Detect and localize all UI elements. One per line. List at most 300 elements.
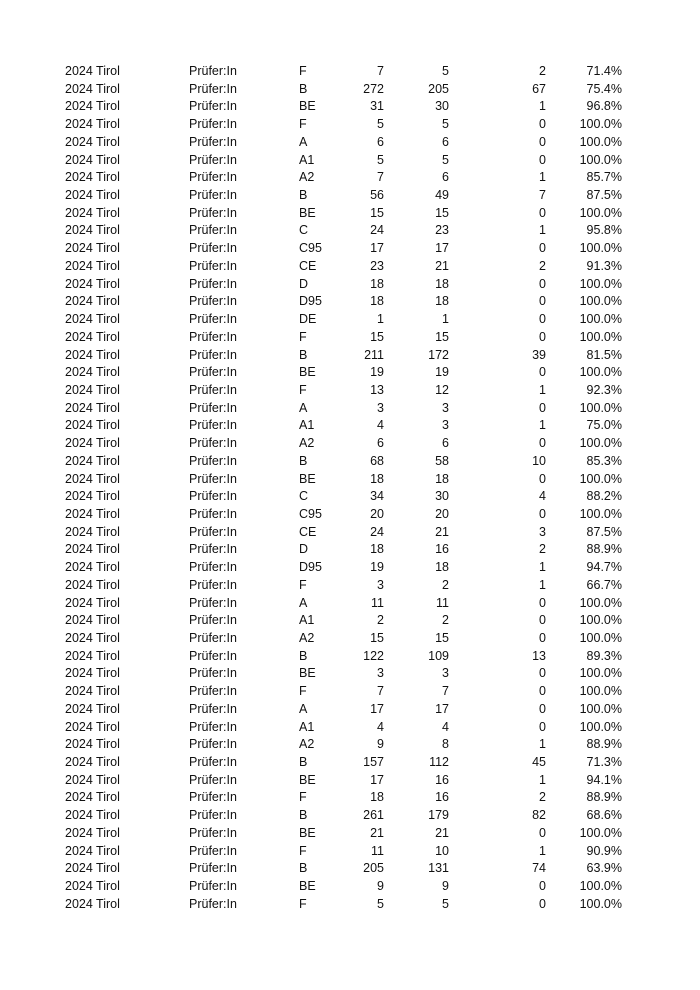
failed-count-cell: 0 bbox=[539, 879, 546, 894]
license-class-cell: A1 bbox=[299, 719, 315, 734]
failed-count-cell: 74 bbox=[532, 861, 546, 876]
passed-count-cell: 17 bbox=[435, 701, 449, 716]
pass-rate-cell: 87.5% bbox=[586, 188, 622, 203]
passed-count-cell: 6 bbox=[442, 134, 449, 149]
passed-count-cell: 5 bbox=[442, 117, 449, 132]
failed-count-cell: 0 bbox=[539, 436, 546, 451]
role-cell: Prüfer:In bbox=[189, 861, 237, 876]
license-class-cell: F bbox=[299, 382, 307, 397]
failed-count-cell: 0 bbox=[539, 365, 546, 380]
year-region-cell: 2024 Tirol bbox=[65, 772, 120, 787]
total-count-cell: 157 bbox=[363, 755, 384, 770]
pass-rate-cell: 100.0% bbox=[579, 205, 622, 220]
total-count-cell: 9 bbox=[377, 879, 384, 894]
year-region-cell: 2024 Tirol bbox=[65, 489, 120, 504]
table-row bbox=[0, 630, 700, 648]
role-cell: Prüfer:In bbox=[189, 382, 237, 397]
pass-rate-cell: 100.0% bbox=[579, 134, 622, 149]
year-region-cell: 2024 Tirol bbox=[65, 64, 120, 78]
failed-count-cell: 2 bbox=[539, 64, 546, 78]
pass-rate-cell: 100.0% bbox=[579, 329, 622, 344]
license-class-cell: A2 bbox=[299, 170, 315, 185]
passed-count-cell: 20 bbox=[435, 506, 449, 521]
role-cell: Prüfer:In bbox=[189, 613, 237, 628]
role-cell: Prüfer:In bbox=[189, 701, 237, 716]
failed-count-cell: 3 bbox=[539, 524, 546, 539]
license-class-cell: D bbox=[299, 276, 309, 291]
table-row bbox=[0, 382, 700, 400]
role-cell: Prüfer:In bbox=[189, 790, 237, 805]
table-row bbox=[0, 719, 700, 737]
role-cell: Prüfer:In bbox=[189, 896, 237, 911]
role-cell: Prüfer:In bbox=[189, 134, 237, 149]
total-count-cell: 17 bbox=[370, 241, 384, 256]
table-row bbox=[0, 258, 700, 276]
pass-rate-cell: 88.9% bbox=[586, 790, 622, 805]
total-count-cell: 18 bbox=[370, 542, 384, 557]
role-cell: Prüfer:In bbox=[189, 524, 237, 539]
failed-count-cell: 1 bbox=[539, 223, 546, 238]
table-row bbox=[0, 683, 700, 701]
passed-count-cell: 58 bbox=[435, 453, 449, 468]
total-count-cell: 17 bbox=[370, 772, 384, 787]
total-count-cell: 34 bbox=[370, 489, 384, 504]
total-count-cell: 6 bbox=[377, 436, 384, 451]
passed-count-cell: 112 bbox=[429, 755, 449, 770]
year-region-cell: 2024 Tirol bbox=[65, 825, 120, 840]
year-region-cell: 2024 Tirol bbox=[65, 99, 120, 114]
role-cell: Prüfer:In bbox=[189, 223, 237, 238]
table-row bbox=[0, 453, 700, 471]
passed-count-cell: 18 bbox=[435, 471, 449, 486]
failed-count-cell: 1 bbox=[539, 577, 546, 592]
table-row bbox=[0, 506, 700, 524]
passed-count-cell: 6 bbox=[442, 436, 449, 451]
failed-count-cell: 0 bbox=[539, 471, 546, 486]
total-count-cell: 13 bbox=[370, 382, 384, 397]
year-region-cell: 2024 Tirol bbox=[65, 170, 120, 185]
license-class-cell: A1 bbox=[299, 152, 315, 167]
total-count-cell: 205 bbox=[363, 861, 384, 876]
passed-count-cell: 15 bbox=[435, 631, 449, 645]
role-cell: Prüfer:In bbox=[189, 152, 237, 167]
passed-count-cell: 12 bbox=[435, 382, 449, 397]
pass-rate-cell: 100.0% bbox=[579, 879, 622, 894]
pass-rate-cell: 100.0% bbox=[579, 241, 622, 256]
failed-count-cell: 0 bbox=[539, 205, 546, 220]
table-row bbox=[0, 400, 700, 418]
table-row bbox=[0, 789, 700, 807]
passed-count-cell: 16 bbox=[435, 790, 449, 805]
pass-rate-cell: 94.7% bbox=[586, 560, 622, 575]
role-cell: Prüfer:In bbox=[189, 188, 237, 203]
year-region-cell: 2024 Tirol bbox=[65, 843, 120, 858]
total-count-cell: 6 bbox=[377, 134, 384, 149]
table-row bbox=[0, 595, 700, 613]
year-region-cell: 2024 Tirol bbox=[65, 418, 120, 433]
role-cell: Prüfer:In bbox=[189, 737, 237, 752]
passed-count-cell: 1 bbox=[442, 312, 449, 327]
passed-count-cell: 9 bbox=[442, 879, 449, 894]
license-class-cell: F bbox=[299, 329, 307, 344]
license-class-cell: A1 bbox=[299, 418, 315, 433]
license-class-cell: C95 bbox=[299, 241, 322, 256]
pass-rate-cell: 81.5% bbox=[586, 347, 622, 362]
failed-count-cell: 0 bbox=[539, 719, 546, 734]
license-class-cell: C bbox=[299, 489, 309, 504]
pass-rate-cell: 100.0% bbox=[579, 471, 622, 486]
failed-count-cell: 0 bbox=[539, 152, 546, 167]
license-class-cell: D bbox=[299, 542, 309, 557]
passed-count-cell: 21 bbox=[435, 825, 449, 840]
license-class-cell: BE bbox=[299, 365, 316, 380]
license-class-cell: F bbox=[299, 684, 307, 699]
total-count-cell: 4 bbox=[377, 719, 384, 734]
passed-count-cell: 21 bbox=[435, 524, 449, 539]
year-region-cell: 2024 Tirol bbox=[65, 81, 120, 96]
table-row bbox=[0, 116, 700, 134]
failed-count-cell: 0 bbox=[539, 896, 546, 911]
license-class-cell: A bbox=[299, 400, 308, 415]
table-row bbox=[0, 736, 700, 754]
pass-rate-cell: 100.0% bbox=[579, 365, 622, 380]
role-cell: Prüfer:In bbox=[189, 81, 237, 96]
role-cell: Prüfer:In bbox=[189, 64, 237, 78]
total-count-cell: 122 bbox=[363, 648, 384, 663]
pass-rate-cell: 100.0% bbox=[579, 825, 622, 840]
failed-count-cell: 0 bbox=[539, 701, 546, 716]
year-region-cell: 2024 Tirol bbox=[65, 117, 120, 132]
license-class-cell: BE bbox=[299, 205, 316, 220]
year-region-cell: 2024 Tirol bbox=[65, 365, 120, 380]
year-region-cell: 2024 Tirol bbox=[65, 648, 120, 663]
role-cell: Prüfer:In bbox=[189, 489, 237, 504]
total-count-cell: 20 bbox=[370, 506, 384, 521]
pass-rate-cell: 88.2% bbox=[586, 489, 622, 504]
pass-rate-cell: 100.0% bbox=[579, 595, 622, 610]
year-region-cell: 2024 Tirol bbox=[65, 577, 120, 592]
year-region-cell: 2024 Tirol bbox=[65, 312, 120, 327]
passed-count-cell: 179 bbox=[428, 808, 449, 823]
role-cell: Prüfer:In bbox=[189, 312, 237, 327]
license-class-cell: B bbox=[299, 808, 308, 823]
passed-count-cell: 49 bbox=[435, 188, 449, 203]
total-count-cell: 3 bbox=[377, 666, 384, 681]
failed-count-cell: 2 bbox=[539, 790, 546, 805]
pass-rate-cell: 95.8% bbox=[586, 223, 622, 238]
table-row bbox=[0, 347, 700, 365]
failed-count-cell: 1 bbox=[539, 772, 546, 787]
table-row bbox=[0, 81, 700, 99]
license-class-cell: A2 bbox=[299, 436, 315, 451]
total-count-cell: 11 bbox=[371, 595, 384, 610]
year-region-cell: 2024 Tirol bbox=[65, 560, 120, 575]
total-count-cell: 5 bbox=[377, 896, 384, 911]
year-region-cell: 2024 Tirol bbox=[65, 241, 120, 256]
role-cell: Prüfer:In bbox=[189, 719, 237, 734]
failed-count-cell: 7 bbox=[539, 188, 546, 203]
license-class-cell: A1 bbox=[299, 613, 315, 628]
year-region-cell: 2024 Tirol bbox=[65, 471, 120, 486]
total-count-cell: 24 bbox=[370, 524, 384, 539]
passed-count-cell: 109 bbox=[428, 648, 449, 663]
year-region-cell: 2024 Tirol bbox=[65, 542, 120, 557]
pass-rate-cell: 100.0% bbox=[579, 666, 622, 681]
passed-count-cell: 5 bbox=[442, 152, 449, 167]
total-count-cell: 18 bbox=[370, 294, 384, 309]
table-row bbox=[0, 896, 700, 914]
pass-rate-cell: 66.7% bbox=[586, 577, 622, 592]
failed-count-cell: 0 bbox=[539, 134, 546, 149]
failed-count-cell: 67 bbox=[532, 81, 546, 96]
pass-rate-cell: 88.9% bbox=[586, 542, 622, 557]
pass-rate-cell: 100.0% bbox=[579, 719, 622, 734]
failed-count-cell: 45 bbox=[532, 755, 546, 770]
role-cell: Prüfer:In bbox=[189, 258, 237, 273]
passed-count-cell: 11 bbox=[436, 595, 449, 610]
total-count-cell: 17 bbox=[370, 701, 384, 716]
pass-rate-cell: 89.3% bbox=[586, 648, 622, 663]
license-class-cell: BE bbox=[299, 471, 316, 486]
role-cell: Prüfer:In bbox=[189, 825, 237, 840]
table-row bbox=[0, 541, 700, 559]
failed-count-cell: 4 bbox=[539, 489, 546, 504]
total-count-cell: 18 bbox=[370, 790, 384, 805]
failed-count-cell: 0 bbox=[539, 312, 546, 327]
license-class-cell: D95 bbox=[299, 294, 322, 309]
year-region-cell: 2024 Tirol bbox=[65, 400, 120, 415]
license-class-cell: A bbox=[299, 134, 308, 149]
license-class-cell: A2 bbox=[299, 737, 315, 752]
failed-count-cell: 0 bbox=[539, 400, 546, 415]
year-region-cell: 2024 Tirol bbox=[65, 506, 120, 521]
table-row bbox=[0, 665, 700, 683]
passed-count-cell: 6 bbox=[442, 170, 449, 185]
role-cell: Prüfer:In bbox=[189, 684, 237, 699]
failed-count-cell: 82 bbox=[532, 808, 546, 823]
table-row bbox=[0, 524, 700, 542]
year-region-cell: 2024 Tirol bbox=[65, 294, 120, 309]
table-row bbox=[0, 860, 700, 878]
passed-count-cell: 16 bbox=[435, 542, 449, 557]
passed-count-cell: 4 bbox=[442, 719, 449, 734]
passed-count-cell: 2 bbox=[442, 577, 449, 592]
role-cell: Prüfer:In bbox=[189, 276, 237, 291]
passed-count-cell: 18 bbox=[435, 294, 449, 309]
failed-count-cell: 39 bbox=[532, 347, 546, 362]
year-region-cell: 2024 Tirol bbox=[65, 613, 120, 628]
pass-rate-cell: 100.0% bbox=[579, 436, 622, 451]
total-count-cell: 19 bbox=[370, 365, 384, 380]
table-row bbox=[0, 648, 700, 666]
total-count-cell: 56 bbox=[370, 188, 384, 203]
pass-rate-cell: 91.3% bbox=[586, 258, 622, 273]
role-cell: Prüfer:In bbox=[189, 648, 237, 663]
pass-rate-cell: 100.0% bbox=[579, 613, 622, 628]
role-cell: Prüfer:In bbox=[189, 631, 237, 645]
license-class-cell: F bbox=[299, 896, 307, 911]
total-count-cell: 23 bbox=[370, 258, 384, 273]
pass-rate-cell: 71.3% bbox=[586, 755, 622, 770]
year-region-cell: 2024 Tirol bbox=[65, 896, 120, 911]
year-region-cell: 2024 Tirol bbox=[65, 861, 120, 876]
passed-count-cell: 10 bbox=[435, 843, 449, 858]
passed-count-cell: 172 bbox=[428, 347, 449, 362]
role-cell: Prüfer:In bbox=[189, 117, 237, 132]
role-cell: Prüfer:In bbox=[189, 772, 237, 787]
table-row bbox=[0, 134, 700, 152]
total-count-cell: 7 bbox=[377, 170, 384, 185]
failed-count-cell: 0 bbox=[539, 241, 546, 256]
failed-count-cell: 0 bbox=[539, 666, 546, 681]
total-count-cell: 9 bbox=[377, 737, 384, 752]
role-cell: Prüfer:In bbox=[189, 879, 237, 894]
table-row bbox=[0, 435, 700, 453]
year-region-cell: 2024 Tirol bbox=[65, 436, 120, 451]
role-cell: Prüfer:In bbox=[189, 453, 237, 468]
failed-count-cell: 1 bbox=[539, 170, 546, 185]
license-class-cell: CE bbox=[299, 258, 317, 273]
license-class-cell: F bbox=[299, 64, 307, 78]
pass-rate-cell: 92.3% bbox=[586, 382, 622, 397]
role-cell: Prüfer:In bbox=[189, 329, 237, 344]
passed-count-cell: 16 bbox=[435, 772, 449, 787]
failed-count-cell: 0 bbox=[539, 276, 546, 291]
year-region-cell: 2024 Tirol bbox=[65, 737, 120, 752]
total-count-cell: 24 bbox=[370, 223, 384, 238]
failed-count-cell: 1 bbox=[539, 418, 546, 433]
table-row bbox=[0, 488, 700, 506]
table-row bbox=[0, 471, 700, 489]
total-count-cell: 18 bbox=[370, 471, 384, 486]
role-cell: Prüfer:In bbox=[189, 666, 237, 681]
pass-rate-cell: 100.0% bbox=[579, 684, 622, 699]
passed-count-cell: 18 bbox=[435, 276, 449, 291]
table-row bbox=[0, 772, 700, 790]
failed-count-cell: 1 bbox=[539, 382, 546, 397]
role-cell: Prüfer:In bbox=[189, 400, 237, 415]
passed-count-cell: 30 bbox=[435, 489, 449, 504]
table-row bbox=[0, 222, 700, 240]
total-count-cell: 68 bbox=[370, 453, 384, 468]
total-count-cell: 15 bbox=[370, 329, 384, 344]
passed-count-cell: 3 bbox=[442, 666, 449, 681]
license-class-cell: BE bbox=[299, 879, 316, 894]
total-count-cell: 2 bbox=[377, 613, 384, 628]
passed-count-cell: 205 bbox=[428, 81, 449, 96]
pass-rate-cell: 75.4% bbox=[586, 81, 622, 96]
passed-count-cell: 30 bbox=[435, 99, 449, 114]
year-region-cell: 2024 Tirol bbox=[65, 790, 120, 805]
failed-count-cell: 1 bbox=[539, 737, 546, 752]
pass-rate-cell: 100.0% bbox=[579, 631, 622, 645]
table-row bbox=[0, 559, 700, 577]
pass-rate-cell: 68.6% bbox=[586, 808, 622, 823]
year-region-cell: 2024 Tirol bbox=[65, 595, 120, 610]
pass-rate-cell: 100.0% bbox=[579, 294, 622, 309]
passed-count-cell: 2 bbox=[442, 613, 449, 628]
year-region-cell: 2024 Tirol bbox=[65, 152, 120, 167]
total-count-cell: 18 bbox=[370, 276, 384, 291]
year-region-cell: 2024 Tirol bbox=[65, 684, 120, 699]
role-cell: Prüfer:In bbox=[189, 808, 237, 823]
license-class-cell: B bbox=[299, 188, 308, 203]
passed-count-cell: 7 bbox=[442, 684, 449, 699]
failed-count-cell: 1 bbox=[539, 560, 546, 575]
role-cell: Prüfer:In bbox=[189, 560, 237, 575]
table-row bbox=[0, 293, 700, 311]
total-count-cell: 3 bbox=[377, 577, 384, 592]
total-count-cell: 19 bbox=[370, 560, 384, 575]
license-class-cell: BE bbox=[299, 99, 316, 114]
role-cell: Prüfer:In bbox=[189, 99, 237, 114]
total-count-cell: 7 bbox=[377, 684, 384, 699]
role-cell: Prüfer:In bbox=[189, 577, 237, 592]
license-class-cell: CE bbox=[299, 524, 317, 539]
role-cell: Prüfer:In bbox=[189, 595, 237, 610]
passed-count-cell: 17 bbox=[435, 241, 449, 256]
role-cell: Prüfer:In bbox=[189, 471, 237, 486]
role-cell: Prüfer:In bbox=[189, 365, 237, 380]
passed-count-cell: 5 bbox=[442, 64, 449, 78]
license-class-cell: A bbox=[299, 595, 308, 610]
license-class-cell: BE bbox=[299, 772, 316, 787]
table-row bbox=[0, 843, 700, 861]
year-region-cell: 2024 Tirol bbox=[65, 347, 120, 362]
year-region-cell: 2024 Tirol bbox=[65, 755, 120, 770]
failed-count-cell: 13 bbox=[532, 648, 546, 663]
role-cell: Prüfer:In bbox=[189, 755, 237, 770]
total-count-cell: 1 bbox=[377, 312, 384, 327]
failed-count-cell: 1 bbox=[539, 99, 546, 114]
table-row bbox=[0, 152, 700, 170]
license-class-cell: C bbox=[299, 223, 309, 238]
year-region-cell: 2024 Tirol bbox=[65, 453, 120, 468]
total-count-cell: 4 bbox=[377, 418, 384, 433]
total-count-cell: 21 bbox=[370, 825, 384, 840]
table-row bbox=[0, 807, 700, 825]
table-row bbox=[0, 825, 700, 843]
pass-rate-cell: 87.5% bbox=[586, 524, 622, 539]
passed-count-cell: 19 bbox=[435, 365, 449, 380]
table-row bbox=[0, 754, 700, 772]
total-count-cell: 7 bbox=[377, 64, 384, 78]
pass-rate-cell: 71.4% bbox=[586, 64, 622, 78]
failed-count-cell: 0 bbox=[539, 613, 546, 628]
license-class-cell: C95 bbox=[299, 506, 322, 521]
table-row bbox=[0, 240, 700, 258]
role-cell: Prüfer:In bbox=[189, 542, 237, 557]
table-row bbox=[0, 98, 700, 116]
license-class-cell: D95 bbox=[299, 560, 322, 575]
year-region-cell: 2024 Tirol bbox=[65, 808, 120, 823]
year-region-cell: 2024 Tirol bbox=[65, 701, 120, 716]
year-region-cell: 2024 Tirol bbox=[65, 719, 120, 734]
license-class-cell: A2 bbox=[299, 631, 315, 645]
total-count-cell: 3 bbox=[377, 400, 384, 415]
failed-count-cell: 0 bbox=[539, 294, 546, 309]
table-row bbox=[0, 187, 700, 205]
pass-rate-cell: 63.9% bbox=[586, 861, 622, 876]
data-table bbox=[0, 63, 700, 914]
failed-count-cell: 2 bbox=[539, 542, 546, 557]
role-cell: Prüfer:In bbox=[189, 843, 237, 858]
failed-count-cell: 0 bbox=[539, 631, 546, 645]
role-cell: Prüfer:In bbox=[189, 294, 237, 309]
passed-count-cell: 15 bbox=[435, 205, 449, 220]
table-row bbox=[0, 311, 700, 329]
passed-count-cell: 3 bbox=[442, 418, 449, 433]
